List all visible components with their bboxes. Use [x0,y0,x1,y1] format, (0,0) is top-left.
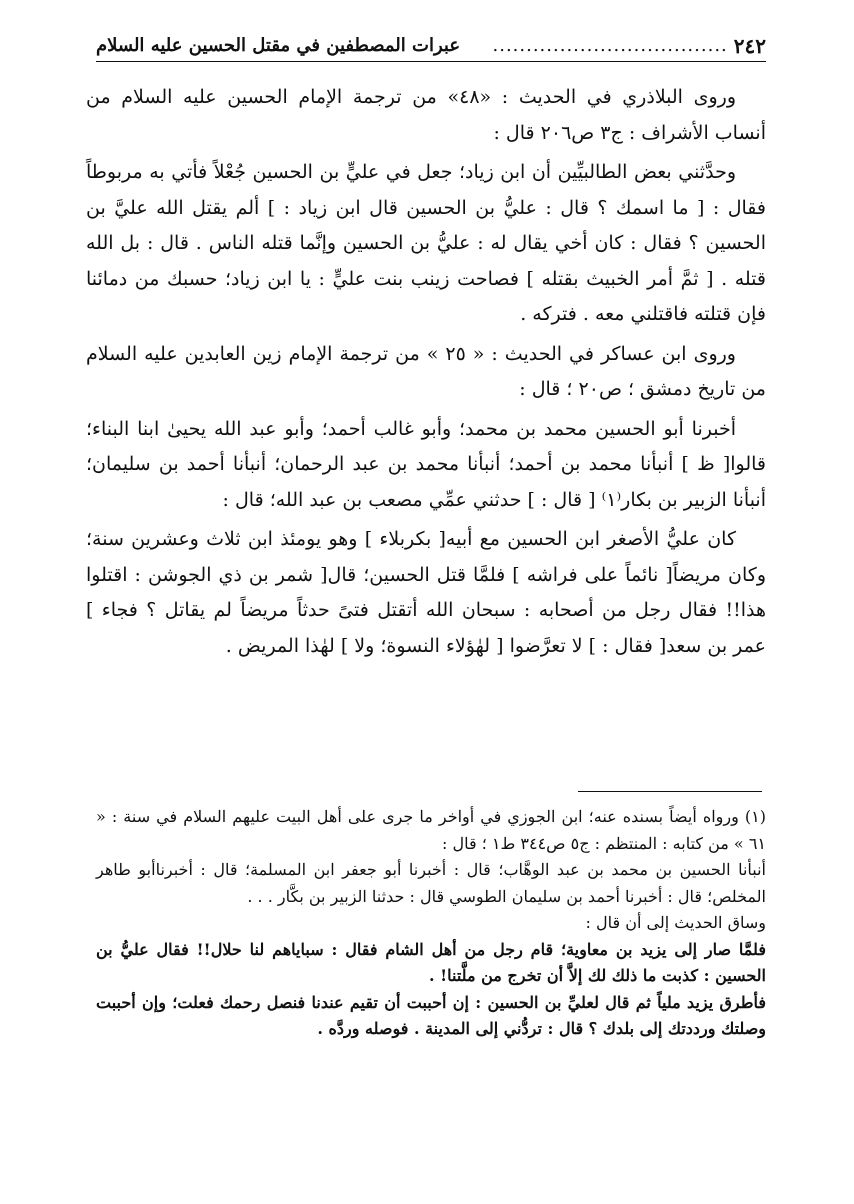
footnote-1-syria-scene: فلمَّا صار إلى يزيد بن معاوية؛ قام رجل من أهل الشام فقال : سباياهم لنا حلال!! فقال عليُّ بن الحسين : كذبت ما ذلك لك إلاَّ أن تخرج من ملَّتنا! . [96,939,766,985]
paragraph-ibn-asakir-intro: وروى ابن عساكر في الحديث : « ٢٥ » من ترجمة الإمام زين العابدين عليه السلام من تاريخ دمشق ؛ ص٢٠ ؛ قال : [86,342,766,400]
paragraph-baladhuri-intro: وروى البلاذري في الحديث : «٤٨» من ترجمة الإمام الحسين عليه السلام من أنساب الأشراف : ج٣ ص٢٠٦ قال : [86,86,766,144]
footnote-1-yazid-offer: فأطرق يزيد ملياً ثم قال لعليِّ بن الحسين : إن أحببت أن تقيم عندنا فنصل رحمك فعلت؛ وإن أحببت وصلتك ورددتك إلى بلدك ؟ قال : تردُّني إلى المدينة . فوصله وردَّه . [96,992,766,1038]
footnote-separator [578,791,762,792]
running-title: عبرات المصطفين في مقتل الحسين عليه السلام [96,35,461,56]
main-text [86,80,766,668]
page-number: ٢٤٢ [733,34,766,58]
footnote-1-isnad: أنبأنا الحسين بن محمد بن عبد الوهَّاب؛ قال : أخبرنا أبو جعفر ابن المسلمة؛ قال : أخبرناأبو طاهر المخلص؛ قال : أخبرنا أحمد بن سليمان الطوسي قال : حدثنا الزبير بن بكَّار . . . [96,860,766,906]
header-rule [96,61,766,62]
header-dot-leader: ................................... [492,35,728,56]
footnote-1-transition: وساق الحديث إلى أن قال : [585,913,766,932]
footnote-1-intro: (١) ورواه أيضاً بسنده عنه؛ ابن الجوزي في أواخر ما جرى على أهل البيت عليهم السلام في سنة : « ٦١ » من كتابه : المنتظم : ج٥ ص٣٤٤ ط١ ؛ قال : [96,807,766,853]
page-header [96,30,766,58]
footnotes [96,804,766,1043]
paragraph-ali-asghar-narration: كان عليُّ الأصغر ابن الحسين مع أبيه[ بكربلاء ] وهو يومئذ ابن ثلاث وعشرين سنة؛ وكان مريضاً[ نائماً على فراشه ] فلمَّا قتل الحسين؛ قال[ شمر بن ذي الجوشن : اقتلوا هذا!! فقال رجل من أصحابه : سبحان الله أتقتل فتىً حدثاً مريضاً لم يقاتل ؟ فجاء ] عمر بن سعد[ فقال : ] لا تعرَّضوا [ لهٰؤلاء النسوة؛ ولا ] لهٰذا المريض . [86,528,766,657]
paragraph-isnad: أخبرنا أبو الحسين محمد بن محمد؛ وأبو غالب أحمد؛ وأبو عبد الله يحيىٰ ابنا البناء؛ قالوا[ ظ ] أنبأنا محمد بن أحمد؛ أنبأنا محمد بن عبد الرحمان؛ أنبأنا أحمد بن سليمان؛ أنبأنا الزبير بن بكار⁽١⁾ [ قال : ] حدثني عمِّي مصعب بن عبد الله؛ قال : [86,417,766,511]
paragraph-baladhuri-narration: وحدَّثني بعض الطالبيِّين أن ابن زياد؛ جعل في عليٍّ بن الحسين جُعْلاً فأتي به مربوطاً فقال : [ ما اسمك ؟ قال : عليُّ بن الحسين قال ابن زياد : ] ألم يقتل الله عليَّ بن الحسين ؟ فقال : كان أخي يقال له : عليُّ بن الحسين وإنَّما قتله الناس . قال : بل الله قتله . [ ثمَّ أمر الخبيث بقتله ] فصاحت زينب بنت عليٍّ : يا ابن زياد؛ حسبك من دمائنا فإن قتلته فاقتلني معه . فتركه . [86,161,766,325]
